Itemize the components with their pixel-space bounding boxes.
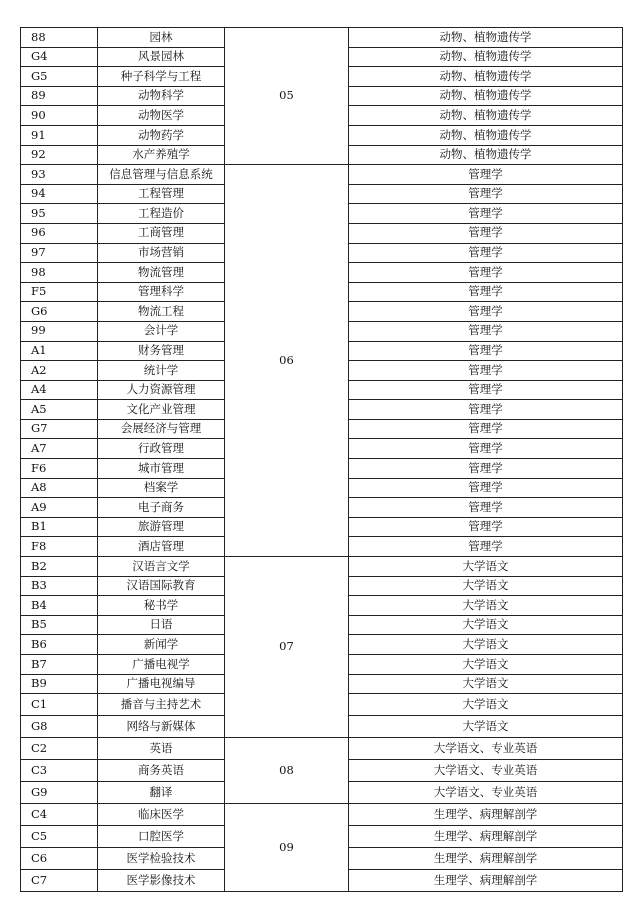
major-name-cell: 广播电视编导	[98, 674, 225, 694]
major-name-cell: 文化产业管理	[98, 400, 225, 420]
group-code-cell: 09	[225, 804, 349, 892]
major-code-cell: C1	[21, 694, 98, 716]
major-code-cell: G7	[21, 419, 98, 439]
major-code-cell: F5	[21, 282, 98, 302]
major-code-cell: C4	[21, 804, 98, 826]
major-name-cell: 人力资源管理	[98, 380, 225, 400]
major-subject-table	[20, 27, 623, 892]
major-name-cell: 园林	[98, 28, 225, 48]
exam-subject-cell: 管理学	[349, 341, 623, 361]
group-code-cell: 08	[225, 738, 349, 804]
major-code-cell: 91	[21, 125, 98, 145]
major-name-cell: 动物医学	[98, 106, 225, 126]
major-code-cell: C3	[21, 760, 98, 782]
major-name-cell: 医学影像技术	[98, 870, 225, 892]
exam-subject-cell: 大学语文、专业英语	[349, 738, 623, 760]
major-code-cell: A8	[21, 478, 98, 498]
exam-subject-cell: 管理学	[349, 361, 623, 381]
table-row	[21, 28, 623, 48]
major-code-cell: A9	[21, 498, 98, 518]
table-body	[21, 28, 623, 892]
exam-subject-cell: 管理学	[349, 537, 623, 557]
major-code-cell: A1	[21, 341, 98, 361]
table-row	[21, 557, 623, 577]
major-name-cell: 电子商务	[98, 498, 225, 518]
major-name-cell: 口腔医学	[98, 826, 225, 848]
exam-subject-cell: 大学语文	[349, 635, 623, 655]
major-name-cell: 广播电视学	[98, 655, 225, 675]
major-name-cell: 市场营销	[98, 243, 225, 263]
major-code-cell: C6	[21, 848, 98, 870]
exam-subject-cell: 生理学、病理解剖学	[349, 804, 623, 826]
major-name-cell: 财务管理	[98, 341, 225, 361]
major-code-cell: C5	[21, 826, 98, 848]
major-code-cell: G8	[21, 716, 98, 738]
major-name-cell: 物流工程	[98, 302, 225, 322]
exam-subject-cell: 大学语文	[349, 655, 623, 675]
exam-subject-cell: 动物、植物遗传学	[349, 67, 623, 87]
exam-subject-cell: 动物、植物遗传学	[349, 28, 623, 48]
exam-subject-cell: 大学语文	[349, 674, 623, 694]
major-name-cell: 日语	[98, 615, 225, 635]
major-code-cell: B9	[21, 674, 98, 694]
major-code-cell: 94	[21, 184, 98, 204]
major-name-cell: 档案学	[98, 478, 225, 498]
major-code-cell: B2	[21, 557, 98, 577]
exam-subject-cell: 大学语文	[349, 615, 623, 635]
exam-subject-cell: 管理学	[349, 321, 623, 341]
table-row	[21, 804, 623, 826]
major-code-cell: C7	[21, 870, 98, 892]
major-name-cell: 工商管理	[98, 223, 225, 243]
major-name-cell: 翻译	[98, 782, 225, 804]
group-code-cell: 06	[225, 165, 349, 557]
major-name-cell: 工程管理	[98, 184, 225, 204]
major-name-cell: 英语	[98, 738, 225, 760]
major-code-cell: C2	[21, 738, 98, 760]
major-code-cell: 98	[21, 263, 98, 283]
exam-subject-cell: 大学语文	[349, 694, 623, 716]
exam-subject-cell: 管理学	[349, 243, 623, 263]
group-code-cell: 05	[225, 28, 349, 165]
major-code-cell: 93	[21, 165, 98, 185]
major-name-cell: 酒店管理	[98, 537, 225, 557]
major-name-cell: 旅游管理	[98, 517, 225, 537]
major-code-cell: G6	[21, 302, 98, 322]
major-code-cell: A7	[21, 439, 98, 459]
major-code-cell: 95	[21, 204, 98, 224]
major-code-cell: B6	[21, 635, 98, 655]
major-name-cell: 统计学	[98, 361, 225, 381]
major-name-cell: 物流管理	[98, 263, 225, 283]
major-name-cell: 水产养殖学	[98, 145, 225, 165]
major-code-cell: B7	[21, 655, 98, 675]
major-code-cell: A4	[21, 380, 98, 400]
exam-subject-cell: 管理学	[349, 223, 623, 243]
major-name-cell: 网络与新媒体	[98, 716, 225, 738]
exam-subject-cell: 管理学	[349, 439, 623, 459]
exam-subject-cell: 管理学	[349, 517, 623, 537]
exam-subject-cell: 大学语文	[349, 576, 623, 596]
exam-subject-cell: 管理学	[349, 282, 623, 302]
exam-subject-cell: 大学语文	[349, 716, 623, 738]
major-name-cell: 汉语言文学	[98, 557, 225, 577]
major-code-cell: B4	[21, 596, 98, 616]
major-name-cell: 汉语国际教育	[98, 576, 225, 596]
exam-subject-cell: 管理学	[349, 419, 623, 439]
major-code-cell: G4	[21, 47, 98, 67]
exam-subject-cell: 生理学、病理解剖学	[349, 826, 623, 848]
major-code-cell: F8	[21, 537, 98, 557]
exam-subject-cell: 生理学、病理解剖学	[349, 848, 623, 870]
exam-subject-cell: 动物、植物遗传学	[349, 47, 623, 67]
major-code-cell: 92	[21, 145, 98, 165]
major-name-cell: 播音与主持艺术	[98, 694, 225, 716]
major-name-cell: 新闻学	[98, 635, 225, 655]
exam-subject-cell: 大学语文	[349, 596, 623, 616]
major-code-cell: 99	[21, 321, 98, 341]
major-code-cell: 90	[21, 106, 98, 126]
major-code-cell: 88	[21, 28, 98, 48]
major-code-cell: B3	[21, 576, 98, 596]
major-name-cell: 行政管理	[98, 439, 225, 459]
major-code-cell: A2	[21, 361, 98, 381]
major-name-cell: 会计学	[98, 321, 225, 341]
exam-subject-cell: 动物、植物遗传学	[349, 125, 623, 145]
exam-subject-cell: 管理学	[349, 459, 623, 479]
exam-subject-cell: 管理学	[349, 302, 623, 322]
major-name-cell: 医学检验技术	[98, 848, 225, 870]
table-row	[21, 165, 623, 185]
exam-subject-cell: 动物、植物遗传学	[349, 86, 623, 106]
major-name-cell: 动物药学	[98, 125, 225, 145]
exam-subject-cell: 大学语文	[349, 557, 623, 577]
exam-subject-cell: 管理学	[349, 263, 623, 283]
exam-subject-cell: 大学语文、专业英语	[349, 782, 623, 804]
major-name-cell: 信息管理与信息系统	[98, 165, 225, 185]
major-name-cell: 城市管理	[98, 459, 225, 479]
exam-subject-cell: 管理学	[349, 380, 623, 400]
exam-subject-cell: 管理学	[349, 478, 623, 498]
major-code-cell: 96	[21, 223, 98, 243]
exam-subject-cell: 生理学、病理解剖学	[349, 870, 623, 892]
major-name-cell: 商务英语	[98, 760, 225, 782]
major-code-cell: G9	[21, 782, 98, 804]
exam-subject-cell: 管理学	[349, 400, 623, 420]
major-code-cell: 89	[21, 86, 98, 106]
major-name-cell: 工程造价	[98, 204, 225, 224]
table-row	[21, 738, 623, 760]
major-code-cell: 97	[21, 243, 98, 263]
major-code-cell: A5	[21, 400, 98, 420]
group-code-cell: 07	[225, 557, 349, 738]
major-code-cell: B5	[21, 615, 98, 635]
major-code-cell: B1	[21, 517, 98, 537]
major-name-cell: 秘书学	[98, 596, 225, 616]
major-name-cell: 风景园林	[98, 47, 225, 67]
exam-subject-cell: 动物、植物遗传学	[349, 145, 623, 165]
exam-subject-cell: 管理学	[349, 204, 623, 224]
exam-subject-cell: 管理学	[349, 498, 623, 518]
major-name-cell: 管理科学	[98, 282, 225, 302]
exam-subject-cell: 动物、植物遗传学	[349, 106, 623, 126]
exam-subject-cell: 管理学	[349, 165, 623, 185]
major-name-cell: 临床医学	[98, 804, 225, 826]
major-name-cell: 会展经济与管理	[98, 419, 225, 439]
exam-subject-cell: 大学语文、专业英语	[349, 760, 623, 782]
major-code-cell: F6	[21, 459, 98, 479]
major-name-cell: 动物科学	[98, 86, 225, 106]
major-code-cell: G5	[21, 67, 98, 87]
exam-subject-cell: 管理学	[349, 184, 623, 204]
major-name-cell: 种子科学与工程	[98, 67, 225, 87]
